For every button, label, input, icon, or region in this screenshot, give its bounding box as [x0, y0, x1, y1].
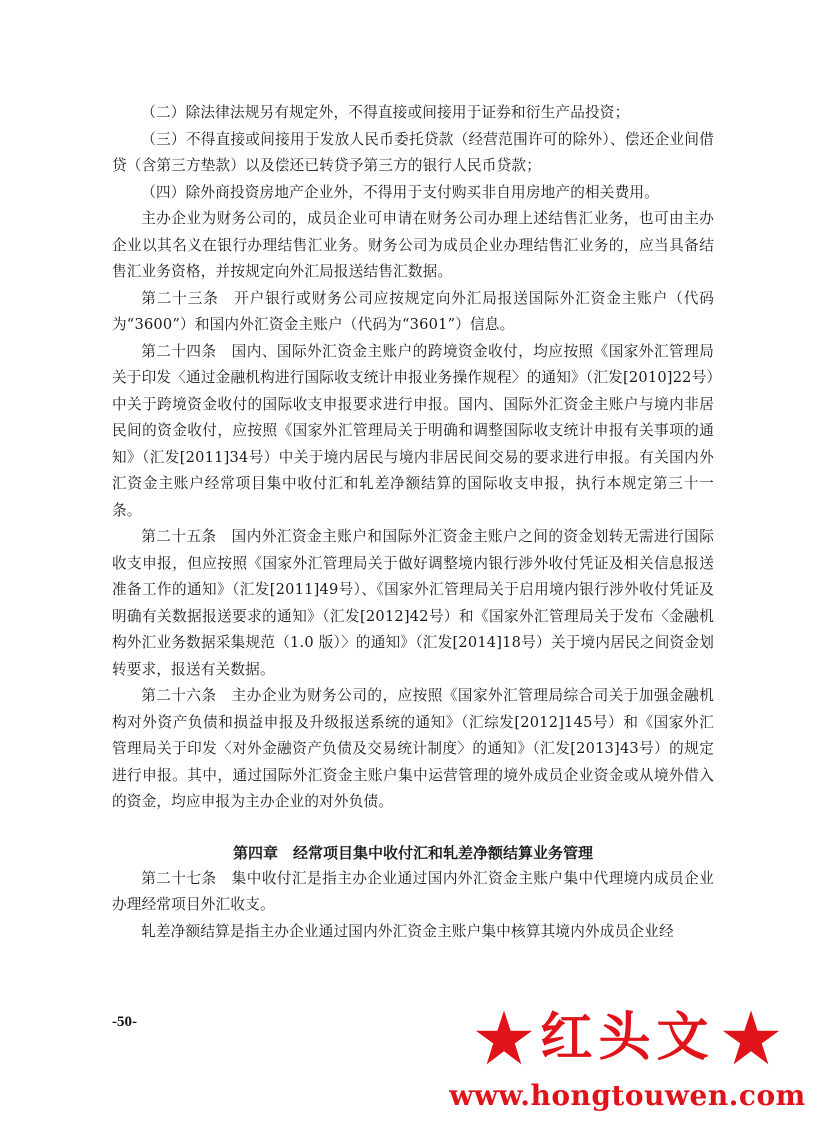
watermark-title-row [428, 1000, 827, 1076]
chapter-title: 第四章 经常项目集中收付汇和轧差净额结算业务管理 [232, 843, 593, 862]
star-icon [474, 1008, 534, 1068]
watermark-url: www.hongtouwen.com [449, 1079, 806, 1112]
document-body [112, 100, 714, 945]
paragraph-1: （二）除法律法规另有规定外，不得直接或间接用于证券和衍生产品投资； [141, 104, 630, 121]
article-26: 第二十六条 主办企业为财务公司的，应按照《国家外汇管理局综合司关于加强金融机构对外资产负债和损益申报及升级报送系统的通知》（汇综发[2012]145号）和《国家外汇管理局关于印发〈对外金融资产负债及交易统计制度〉的通知》（汇发[2013]43号）的规定进行申报。其中，通过国际外汇资金主账户集中运营管理的境外成员企业资金或从境外借入的资金，均应申报为主办企业的对外负债。 [112, 687, 714, 810]
paragraph-2: （三）不得直接或间接用于发放人民币委托贷款（经营范围许可的除外）、偿还企业间借贷（含第三方垫款）以及偿还已转贷予第三方的银行人民币贷款； [112, 130, 714, 174]
article-24: 第二十四条 国内、国际外汇资金主账户的跨境资金收付，均应按照《国家外汇管理局关于印发〈通过金融机构进行国际收支统计申报业务操作规程〉的通知》（汇发[2010]22号）中关于跨境资金收付的国际收支申报要求进行申报。国内、国际外汇资金主账户与境内非居民间的资金收付，应按照《国家外汇管理局关于明确和调整国际收支统计申报有关事项的通知》（汇发[2011]34号）中关于境内居民与境内非居民间交易的要求进行申报。有关国内外汇资金主账户经常项目集中收付汇和轧差净额结算的国际收支申报，执行本规定第三十一条。 [112, 342, 714, 519]
article-27: 第二十七条 集中收付汇是指主办企业通过国内外汇资金主账户集中代理境内成员企业办理经常项目外汇收支。 [112, 869, 714, 913]
page-number: -50- [112, 1014, 137, 1030]
paragraph-3: （四）除外商投资房地产企业外，不得用于支付购买非自用房地产的相关费用。 [141, 183, 659, 201]
netting-paragraph: 轧差净额结算是指主办企业通过国内外汇资金主账户集中核算其境内外成员企业经 [141, 922, 674, 940]
article-23: 第二十三条 开户银行或财务公司应按规定向外汇局报送国际外汇资金主账户（代码为“3600”）和国内外汇资金主账户（代码为“3601”）信息。 [112, 289, 714, 333]
article-25: 第二十五条 国内外汇资金主账户和国际外汇资金主账户之间的资金划转无需进行国际收支申报，但应按照《国家外汇管理局关于做好调整境内银行涉外收付凭证及相关信息报送准备工作的通知》（汇发[2011]49号）、《国家外汇管理局关于启用境内银行涉外收付凭证及明确有关数据报送要求的通知》（汇发[2012]42号）和《国家外汇管理局关于发布〈金融机构外汇业务数据采集规范（1.0 版）〉的通知》（汇发[2014]18号）关于境内居民之间资金划转要求，报送有关数据。 [112, 528, 714, 678]
paragraph-4: 主办企业为财务公司的，成员企业可申请在财务公司办理上述结售汇业务，也可由主办企业以其名义在银行办理结售汇业务。财务公司为成员企业办理结售汇业务的，应当具备结售汇业务资格，并按规定向外汇局报送结售汇数据。 [112, 210, 714, 280]
watermark-title: 红头文 [540, 1007, 715, 1068]
star-icon [721, 1008, 781, 1068]
watermark [428, 1000, 827, 1123]
